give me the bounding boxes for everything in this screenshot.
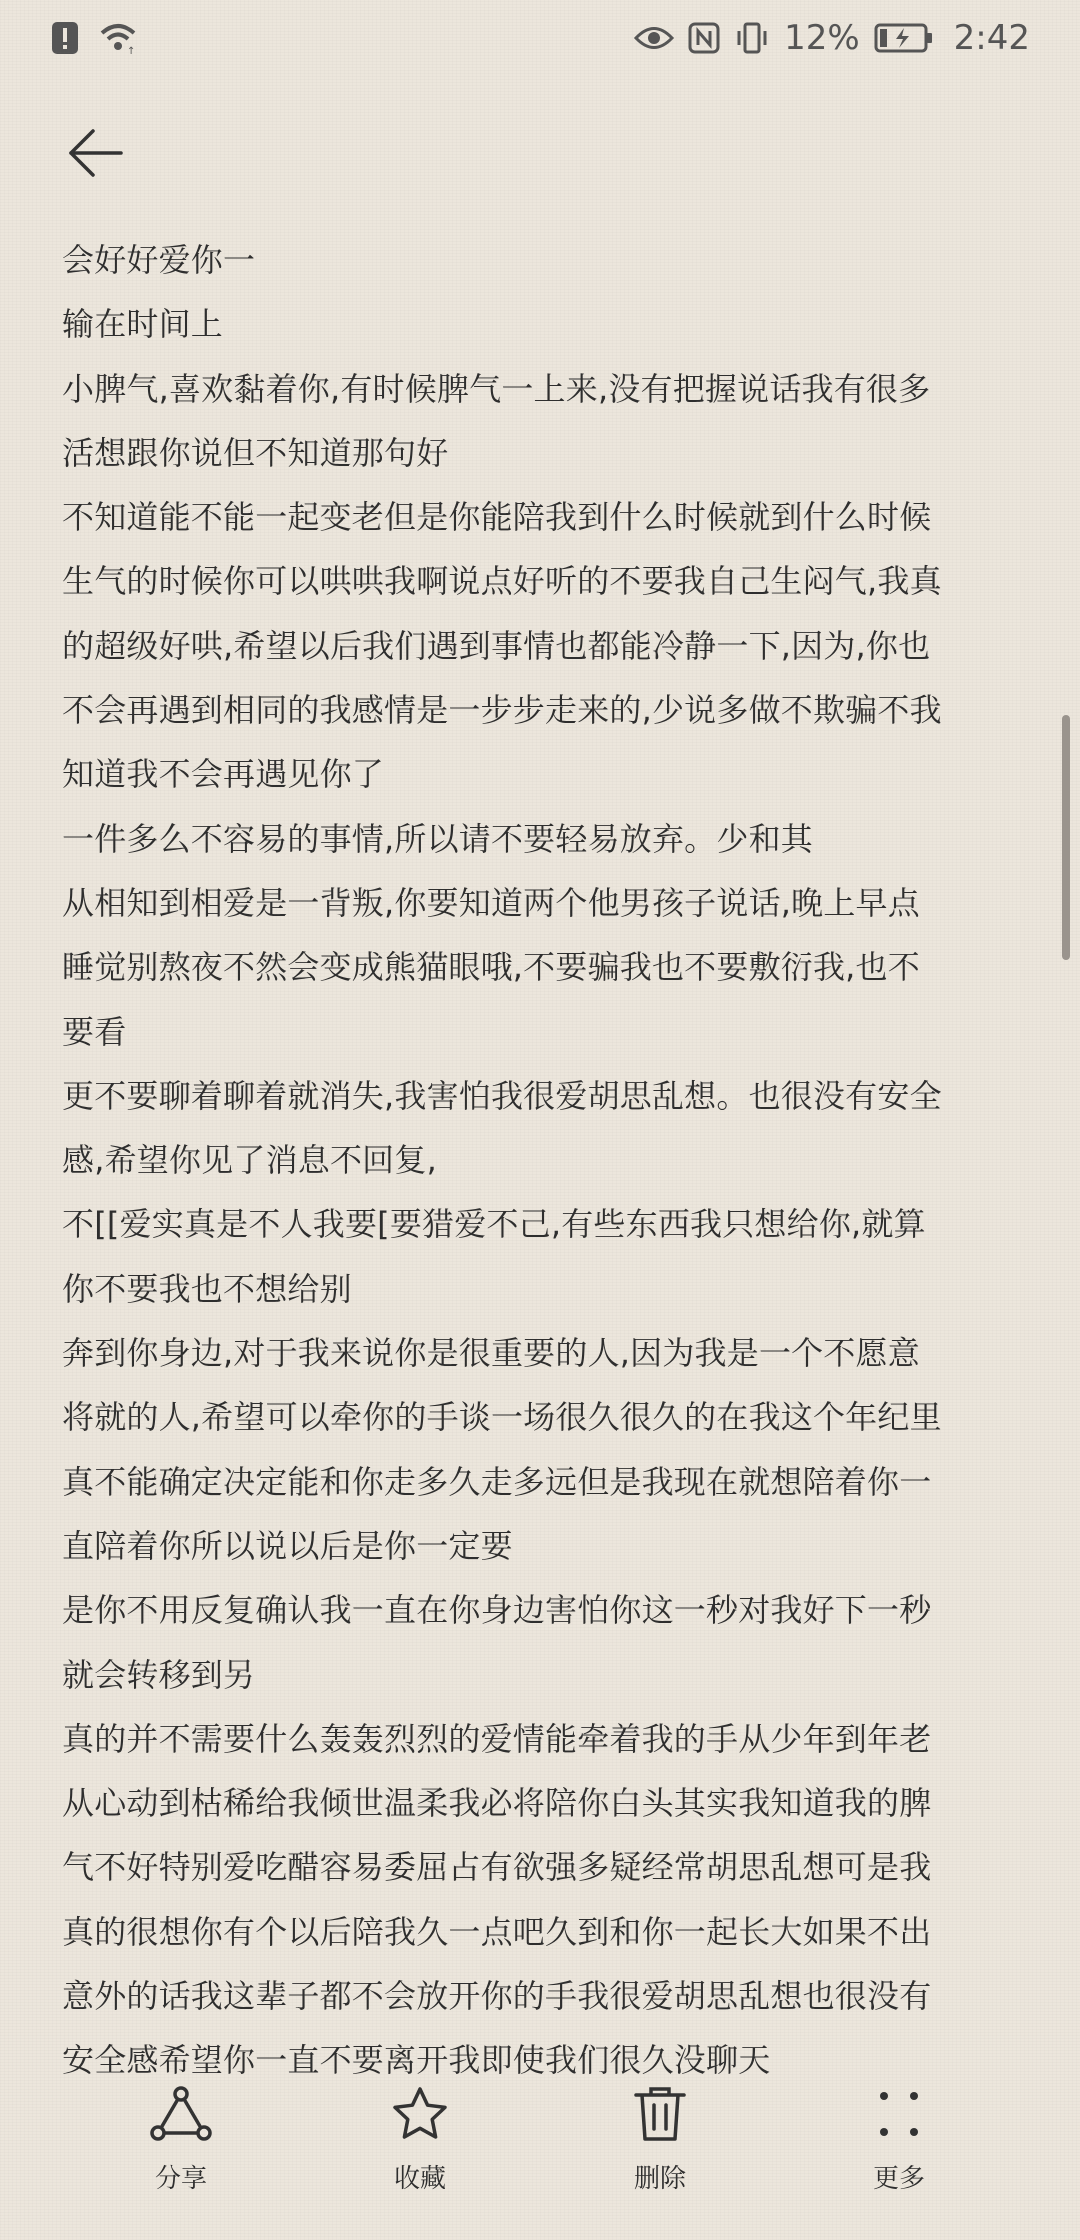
star-icon [390, 2082, 450, 2146]
note-line: 小脾气,喜欢黏着你,有时候脾气一上来,没有把握说话我有很多 [62, 369, 931, 408]
alert-icon [50, 20, 80, 56]
nfc-icon [688, 22, 720, 54]
note-line: 睡觉别熬夜不然会变成熊猫眼哦,不要骗我也不要敷衍我,也不 [62, 948, 920, 987]
note-line: 将就的人,希望可以牵你的手谈一场很久很久的在我这个年纪里 [62, 1398, 942, 1437]
eye-icon [634, 23, 674, 53]
favorite-label: 收藏 [393, 2164, 446, 2194]
note-line: 真的并不需要什么轰轰烈烈的爱情能牵着我的手从少年到年老 [62, 1719, 932, 1758]
scrollbar-thumb[interactable] [1062, 715, 1070, 960]
share-label: 分享 [154, 2164, 207, 2194]
note-line: 不会再遇到相同的我感情是一步步走来的,少说多做不欺骗不我 [62, 691, 942, 730]
more-icon [874, 2082, 924, 2146]
vibrate-icon [734, 21, 770, 55]
note-body[interactable] [62, 228, 1022, 2093]
favorite-button[interactable] [320, 2080, 520, 2230]
battery-charging-icon [874, 22, 934, 54]
back-arrow-icon [67, 128, 123, 182]
note-line: 真不能确定决定能和你走多久走多远但是我现在就想陪着你一 [62, 1462, 932, 1501]
status-right [634, 18, 1030, 58]
bottom-toolbar [0, 2080, 1080, 2240]
note-line: 输在时间上 [62, 305, 224, 344]
back-button[interactable] [60, 120, 130, 190]
trash-icon [633, 2082, 687, 2146]
more-label: 更多 [872, 2164, 925, 2194]
note-line: 真的很想你有个以后陪我久一点吧久到和你一起长大如果不出 [62, 1912, 932, 1951]
note-line: 意外的话我这辈子都不会放开你的手我很爱胡思乱想也很没有 [62, 1977, 932, 2016]
delete-label: 删除 [633, 2164, 686, 2194]
note-line: 就会转移到另 [62, 1655, 256, 1694]
note-line: 不[[爱实真是不人我要[要猎爱不己,有些东西我只想给你,就算 [62, 1205, 926, 1244]
clock: 2:42 [953, 18, 1030, 58]
note-line: 从心动到枯稀给我倾世温柔我必将陪你白头其实我知道我的脾 [62, 1784, 932, 1823]
note-line: 奔到你身边,对于我来说你是很重要的人,因为我是一个不愿意 [62, 1334, 920, 1373]
note-line: 活想跟你说但不知道那句好 [62, 433, 449, 472]
note-line: 更不要聊着聊着就消失,我害怕我很爱胡思乱想。也很没有安全 [62, 1076, 942, 1115]
note-line: 生气的时候你可以哄哄我啊说点好听的不要我自己生闷气,我真 [62, 562, 942, 601]
note-line: 一件多么不容易的事情,所以请不要轻易放弃。少和其 [62, 819, 813, 858]
note-line: 气不好特别爱吃醋容易委屈占有欲强多疑经常胡思乱想可是我 [62, 1848, 932, 1887]
note-line: 知道我不会再遇见你了 [62, 755, 385, 794]
note-line: 直陪着你所以说以后是你一定要 [62, 1526, 513, 1565]
note-line: 你不要我也不想给别 [62, 1269, 352, 1308]
wifi-icon [98, 21, 138, 55]
note-line: 要看 [62, 1012, 127, 1051]
svg-text:↑: ↑ [127, 46, 136, 55]
share-button[interactable] [81, 2080, 281, 2230]
status-bar [0, 0, 1080, 80]
note-line: 会好好爱你一 [62, 241, 256, 279]
note-line: 感,希望你见了消息不回复, [62, 1141, 437, 1180]
more-button[interactable] [799, 2080, 999, 2230]
note-line: 不知道能不能一起变老但是你能陪我到什么时候就到什么时候 [62, 498, 932, 537]
note-line: 的超级好哄,希望以后我们遇到事情也都能冷静一下,因为,你也 [62, 626, 931, 665]
delete-button[interactable] [560, 2080, 760, 2230]
battery-percent: 12% [784, 18, 860, 58]
status-left [50, 20, 138, 56]
note-line: 从相知到相爱是一背叛,你要知道两个他男孩子说话,晚上早点 [62, 883, 920, 922]
note-line: 是你不用反复确认我一直在你身边害怕你这一秒对我好下一秒 [62, 1591, 932, 1630]
share-icon [150, 2082, 212, 2146]
note-line: 安全感希望你一直不要离开我即使我们很久没聊天 [62, 2041, 771, 2080]
